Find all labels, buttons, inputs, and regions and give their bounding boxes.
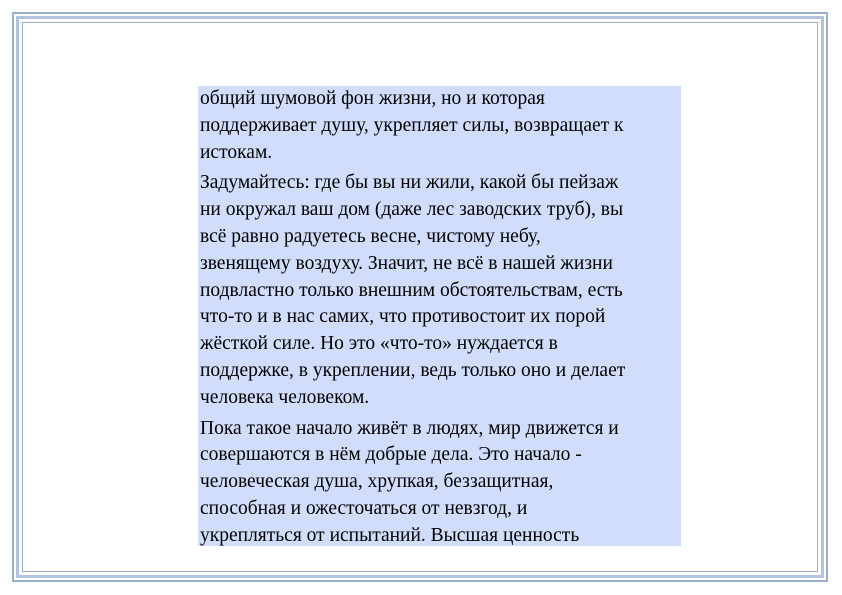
text-line: Задумайтесь: где бы вы ни жили, какой бы пейзаж — [200, 172, 619, 194]
text-line: Пока такое начало живёт в людях, мир движется и — [200, 417, 619, 439]
paragraph-3 — [200, 416, 679, 546]
text-line: способная и ожесточаться от невзгод, и — [200, 497, 528, 519]
paragraph-2 — [200, 170, 679, 411]
text-line: совершаются в нём добрые дела. Это начало - — [200, 444, 582, 466]
text-block — [198, 86, 681, 546]
text-line: жёсткой силе. Но это «что-то» нуждается в — [200, 333, 558, 355]
text-line: что-то и в нас самих, что противостоит их порой — [200, 306, 606, 328]
text-line: ни окружал ваш дом (даже лес заводских труб), вы — [200, 199, 624, 221]
text-line: поддерживает душу, укрепляет силы, возвращает к — [200, 114, 624, 136]
paragraph-1 — [200, 86, 679, 166]
text-line: укрепляться от испытаний. Высшая ценность — [200, 524, 580, 546]
text-line: всё равно радуетесь весне, чистому небу, — [200, 225, 541, 247]
text-line: человеческая душа, хрупкая, беззащитная, — [200, 471, 554, 493]
text-line: поддержке, в укреплении, ведь только оно и делает — [200, 359, 626, 381]
text-line: общий шумовой фон жизни, но и которая — [200, 88, 545, 109]
text-line: подвластно только внешним обстоятельствам, есть — [200, 279, 623, 301]
text-line: истокам. — [200, 141, 273, 163]
text-line: человека человеком. — [200, 386, 370, 408]
text-line: звенящему воздуху. Значит, не всё в нашей жизни — [200, 252, 613, 274]
